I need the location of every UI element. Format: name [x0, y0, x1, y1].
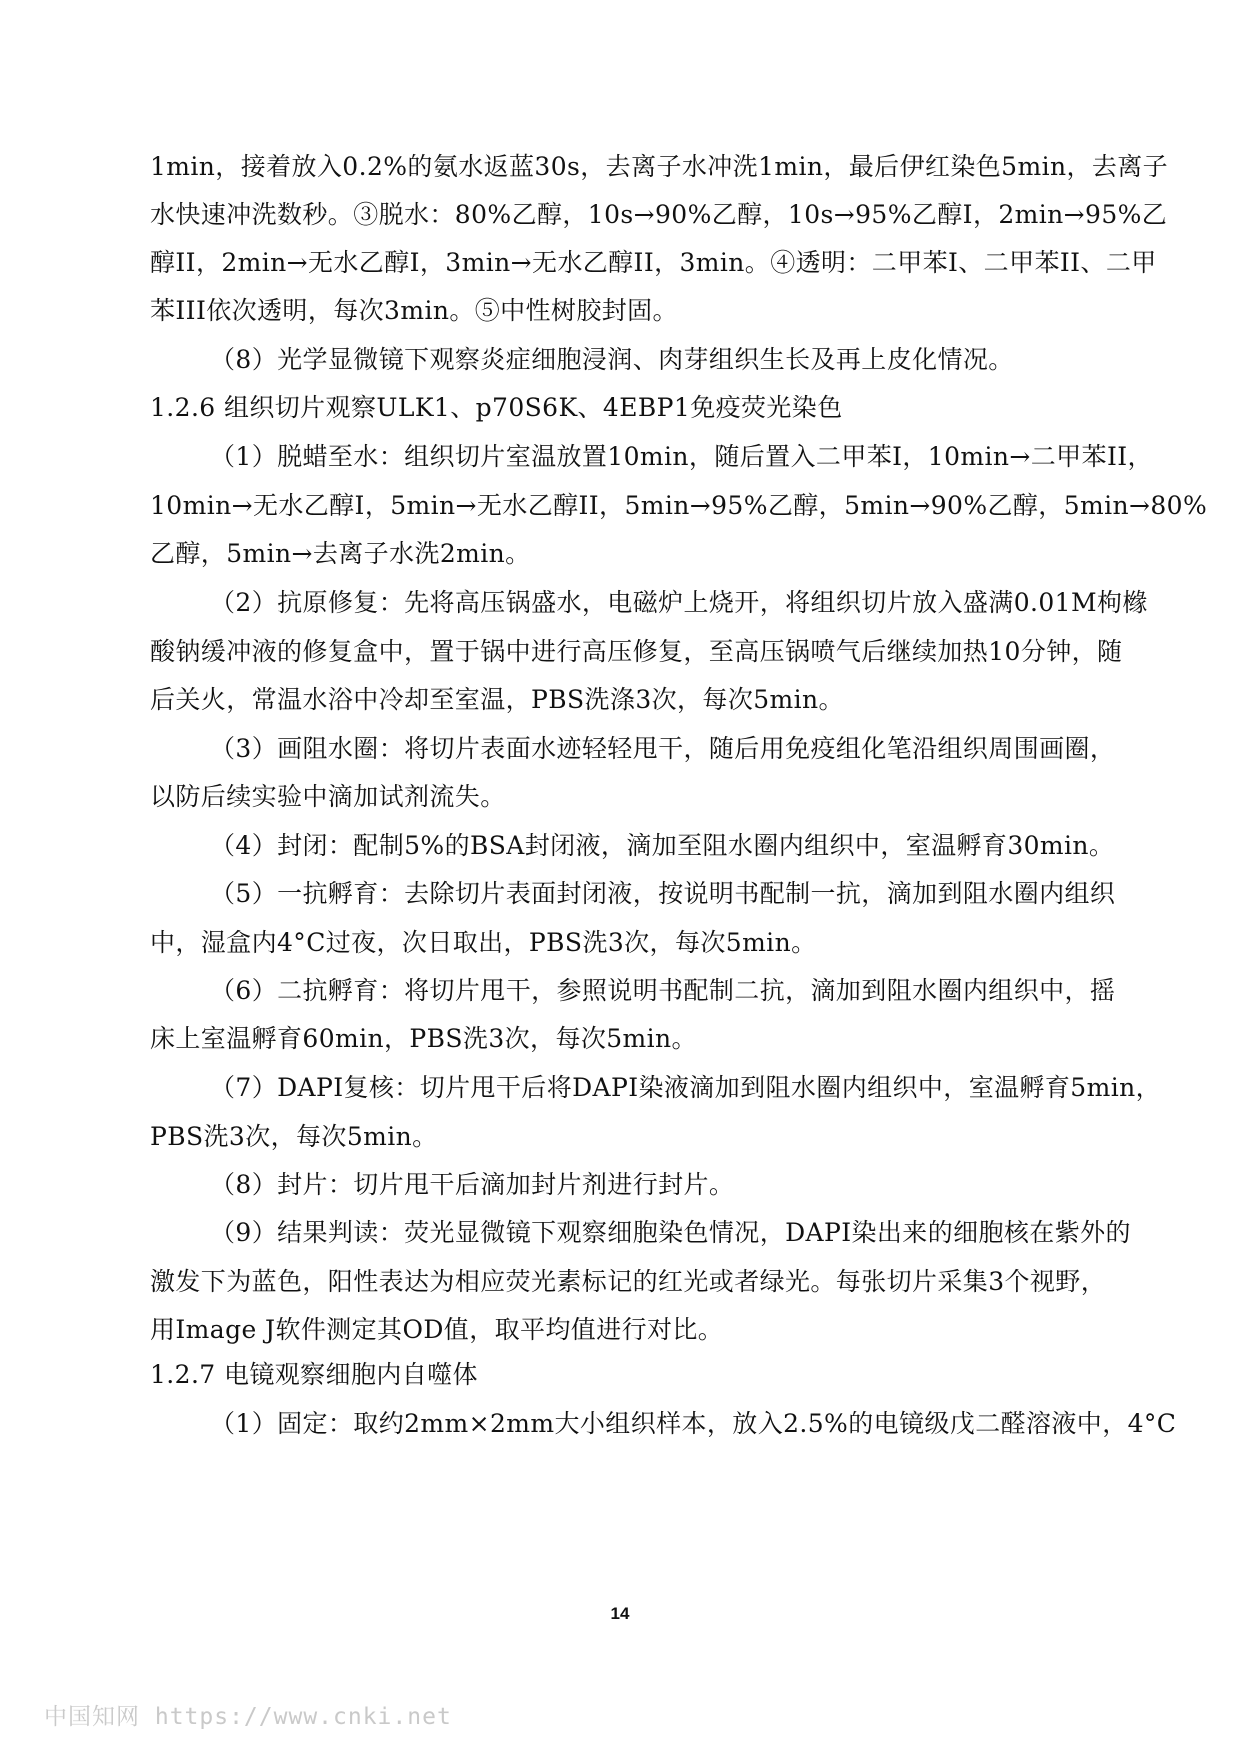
body-line: 乙醇，5min→去离子水洗2min。 — [150, 539, 531, 568]
section-heading: 1.2.7 电镜观察细胞内自噬体 — [150, 1360, 478, 1389]
body-line: 激发下为蓝色，阳性表达为相应荧光素标记的红光或者绿光。每张切片采集3个视野， — [150, 1267, 1107, 1296]
body-line: 10min→无水乙醇I，5min→无水乙醇II，5min→95%乙醇，5min→90%乙醇，5min→80% — [150, 491, 1208, 520]
cnki-watermark: 中国知网 https://www.cnki.net — [44, 1704, 452, 1730]
step-line: （4）封闭：配制5%的BSA封闭液，滴加至阻水圈内组织中，室温孵育30min。 — [210, 831, 1115, 860]
step-line: （1）固定：取约2mm×2mm大小组织样本，放入2.5%的电镜级戊二醛溶液中，4°C — [210, 1409, 1177, 1438]
step-line: （8）光学显微镜下观察炎症细胞浸润、肉芽组织生长及再上皮化情况。 — [210, 345, 1014, 374]
section-heading: 1.2.6 组织切片观察ULK1、p70S6K、4EBP1免疫荧光染色 — [150, 393, 843, 422]
page-number: 14 — [610, 1604, 630, 1623]
body-line: 1min，接着放入0.2%的氨水返蓝30s，去离子水冲洗1min，最后伊红染色5min，去离子 — [150, 152, 1169, 181]
body-line: 后关火，常温水浴中冷却至室温，PBS洗涤3次，每次5min。 — [150, 685, 844, 714]
body-line: 以防后续实验中滴加试剂流失。 — [150, 782, 506, 811]
body-line: 酸钠缓冲液的修复盒中，置于锅中进行高压修复，至高压锅喷气后继续加热10分钟，随 — [150, 637, 1123, 666]
body-line: PBS洗3次，每次5min。 — [150, 1122, 438, 1151]
body-line: 醇II，2min→无水乙醇I，3min→无水乙醇II，3min。④透明：二甲苯I、二甲苯II、二甲 — [150, 248, 1157, 277]
body-line: 床上室温孵育60min，PBS洗3次，每次5min。 — [150, 1024, 697, 1053]
step-line: （3）画阻水圈：将切片表面水迹轻轻甩干，随后用免疫组化笔沿组织周围画圈， — [210, 734, 1116, 763]
step-line: （9）结果判读：荧光显微镜下观察细胞染色情况，DAPI染出来的细胞核在紫外的 — [210, 1218, 1131, 1247]
body-line: 中，湿盒内4°C过夜，次日取出，PBS洗3次，每次5min。 — [150, 928, 817, 957]
step-line: （5）一抗孵育：去除切片表面封闭液，按说明书配制一抗，滴加到阻水圈内组织 — [210, 879, 1116, 908]
step-line: （8）封片：切片甩干后滴加封片剂进行封片。 — [210, 1170, 735, 1199]
body-line: 水快速冲洗数秒。③脱水：80%乙醇，10s→90%乙醇，10s→95%乙醇I，2min→95%乙 — [150, 200, 1168, 229]
body-line: 苯III依次透明，每次3min。⑤中性树胶封固。 — [150, 296, 678, 325]
step-line: （7）DAPI复核：切片甩干后将DAPI染液滴加到阻水圈内组织中，室温孵育5min， — [210, 1073, 1162, 1102]
step-line: （2）抗原修复：先将高压锅盛水，电磁炉上烧开，将组织切片放入盛满0.01M枸橼 — [210, 588, 1148, 617]
body-line: 用Image J软件测定其OD值，取平均值进行对比。 — [150, 1315, 724, 1344]
step-line: （6）二抗孵育：将切片甩干，参照说明书配制二抗，滴加到阻水圈内组织中，摇 — [210, 976, 1116, 1005]
step-line: （1）脱蜡至水：组织切片室温放置10min，随后置入二甲苯I，10min→二甲苯II， — [210, 442, 1153, 471]
